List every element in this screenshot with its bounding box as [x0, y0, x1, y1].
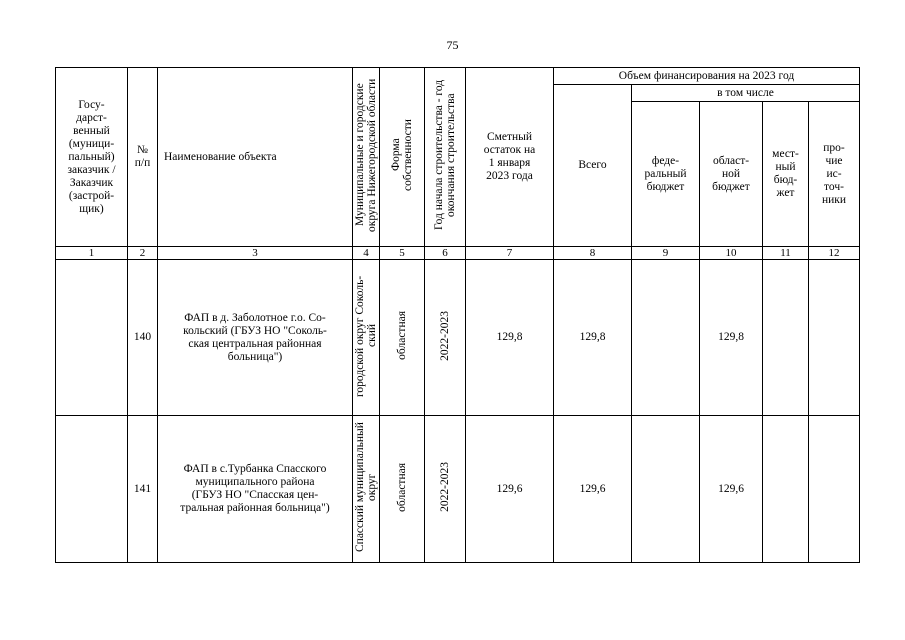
header-regional: област- ной бюджет	[700, 102, 763, 247]
cell-municipality: Спасский муниципальный округ	[353, 416, 380, 563]
column-number: 8	[554, 247, 632, 260]
cell-local	[763, 416, 809, 563]
header-customer: Госу- дарст- венный (муници- пальный) заказчик / Заказчик (застрой- щик)	[56, 68, 128, 247]
header-local: мест- ный бюд- жет	[763, 102, 809, 247]
column-number: 2	[128, 247, 158, 260]
cell-num: 141	[128, 416, 158, 563]
financing-table	[55, 67, 860, 563]
cell-years: 2022-2023	[425, 260, 466, 416]
cell-ownership: областная	[380, 416, 425, 563]
cell-customer	[56, 416, 128, 563]
table-row	[56, 260, 860, 416]
cell-federal	[632, 260, 700, 416]
table-row	[56, 416, 860, 563]
column-number: 4	[353, 247, 380, 260]
cell-estimate: 129,8	[466, 260, 554, 416]
column-number: 6	[425, 247, 466, 260]
cell-num: 140	[128, 260, 158, 416]
cell-municipality: городской округ Соколь- ский	[353, 260, 380, 416]
cell-customer	[56, 260, 128, 416]
header-total: Всего	[554, 85, 632, 247]
header-years: Год начала строительства - год окончания строительства	[425, 68, 466, 247]
column-number: 5	[380, 247, 425, 260]
header-ownership: Форма собственности	[380, 68, 425, 247]
cell-total: 129,6	[554, 416, 632, 563]
header-federal: феде- ральный бюджет	[632, 102, 700, 247]
header-other: про- чие ис- точ- ники	[809, 102, 860, 247]
header-object-name: Наименование объекта	[158, 68, 353, 247]
page-number: 75	[446, 38, 459, 52]
column-numbers-row	[56, 247, 860, 260]
cell-object: ФАП в д. Заболотное г.о. Со- кольский (ГБУЗ НО "Соколь- ская центральная районная больница")	[158, 260, 353, 416]
column-number: 1	[56, 247, 128, 260]
column-number: 7	[466, 247, 554, 260]
header-num: № п/п	[128, 68, 158, 247]
column-number: 12	[809, 247, 860, 260]
column-number: 3	[158, 247, 353, 260]
column-number: 11	[763, 247, 809, 260]
cell-local	[763, 260, 809, 416]
cell-estimate: 129,6	[466, 416, 554, 563]
cell-regional: 129,8	[700, 260, 763, 416]
header-including: в том числе	[632, 85, 860, 102]
cell-object: ФАП в с.Турбанка Спасского муниципального района (ГБУЗ НО "Спасская цен- тральная районная больница")	[158, 416, 353, 563]
cell-years: 2022-2023	[425, 416, 466, 563]
column-number: 9	[632, 247, 700, 260]
column-number: 10	[700, 247, 763, 260]
cell-federal	[632, 416, 700, 563]
cell-ownership: областная	[380, 260, 425, 416]
cell-regional: 129,6	[700, 416, 763, 563]
header-municipality: Муниципальные и городские округа Нижегородской области	[353, 68, 380, 247]
cell-other	[809, 416, 860, 563]
header-funding: Объем финансирования на 2023 год	[554, 68, 860, 85]
header-estimate: Сметный остаток на 1 января 2023 года	[466, 68, 554, 247]
cell-other	[809, 260, 860, 416]
cell-total: 129,8	[554, 260, 632, 416]
